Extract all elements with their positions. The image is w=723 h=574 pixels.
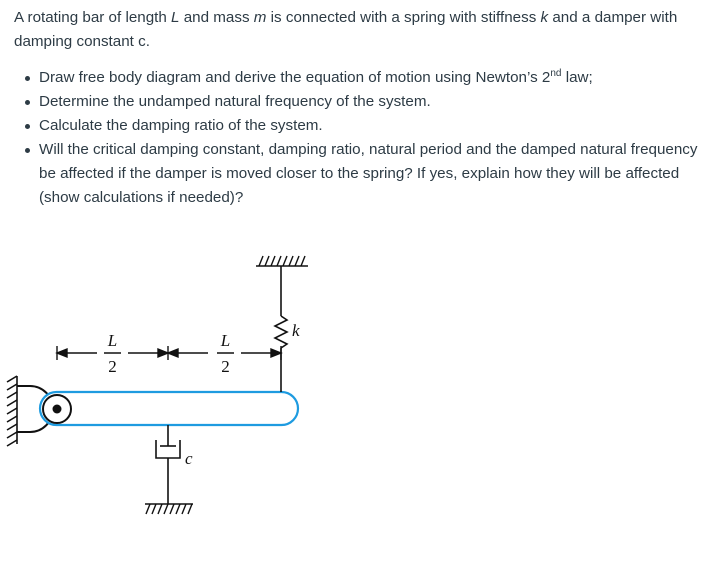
intro-var-L: L (171, 9, 180, 26)
task-list (23, 66, 713, 210)
dim-right-denominator: 2 (221, 357, 230, 376)
dim-right-numerator: L (220, 331, 231, 350)
mechanism-diagram (0, 236, 340, 536)
spring (256, 266, 308, 392)
ground-hatch (146, 504, 192, 514)
dim-left-denominator: 2 (108, 357, 117, 376)
spring-label: k (292, 321, 300, 340)
intro-var-m: m (253, 9, 267, 26)
task-item: Calculate the damping ratio of the system. (23, 114, 713, 138)
damper-label: c (185, 449, 193, 468)
intro-text-1: A rotating bar of length (14, 9, 172, 26)
problem-intro (14, 6, 714, 54)
intro-text-2: and mass (179, 9, 254, 26)
dimension-lines (57, 346, 281, 360)
task-item: Draw free body diagram and derive the equation of motion using Newton’s 2nd law; (23, 66, 713, 90)
intro-text-4: and a damper with damping constant c. (14, 9, 678, 50)
intro-text-3: is connected with a spring with stiffness (266, 9, 541, 26)
dim-left-numerator: L (107, 331, 118, 350)
task-item: Determine the undamped natural frequency of the system. (23, 90, 713, 114)
wall-support (7, 376, 17, 446)
rotating-bar (40, 392, 298, 425)
problem-statement (14, 6, 714, 54)
ceiling-hatch (259, 256, 305, 266)
pivot-center (53, 405, 62, 414)
intro-var-k: k (540, 9, 549, 26)
task-item: Will the critical damping constant, damping ratio, natural period and the damped natural frequency be affected if the damper is moved closer to the spring? If yes, explain how they will be affected (show calculations if needed)? (23, 138, 713, 210)
